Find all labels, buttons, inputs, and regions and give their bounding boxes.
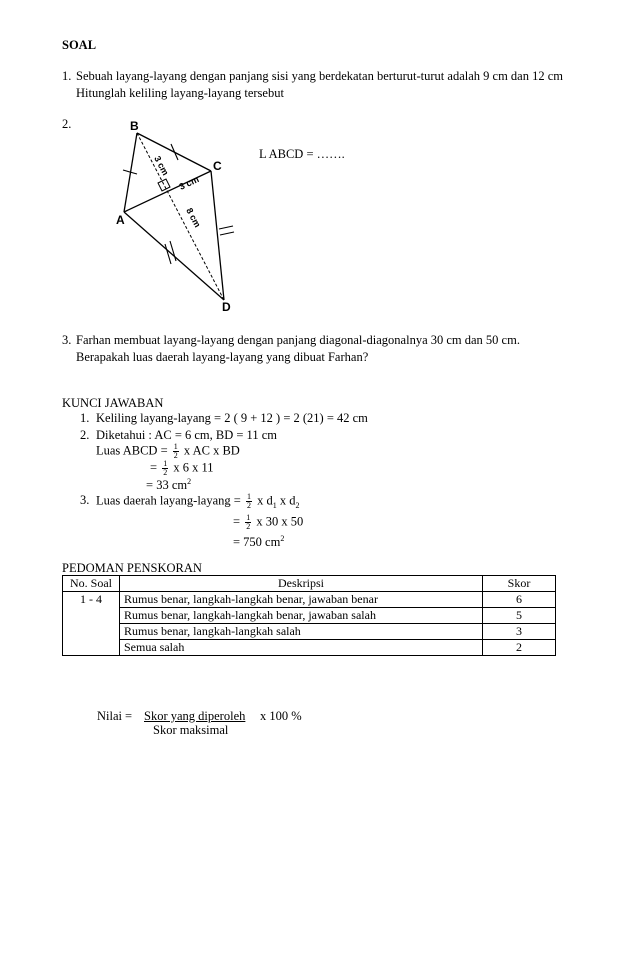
q2-prompt: L ABCD = ……. (259, 147, 345, 161)
side-cd (211, 171, 224, 300)
q1-line1: Sebuah layang-layang dengan panjang sisi yang berdekatan berturut-turut adalah 9 cm dan 12 cm (76, 69, 563, 83)
nilai-denominator: Skor maksimal (153, 723, 229, 737)
a2-step1: x AC x BD (183, 443, 240, 458)
kunci-heading: KUNCI JAWABAN (62, 396, 164, 410)
score-table (62, 575, 556, 656)
a2-result-line (146, 478, 191, 492)
skor-cell: 5 (483, 608, 556, 624)
a3-step1-a: x d (257, 493, 273, 508)
measure-right: 3 cm (177, 174, 201, 192)
subscript-1: 1 (272, 500, 277, 510)
fraction-denominator: 2 (163, 468, 168, 477)
vertex-c: C (213, 159, 222, 173)
fraction-denominator: 2 (173, 451, 178, 460)
half-fraction (173, 443, 179, 460)
superscript-2: 2 (280, 533, 285, 543)
diagonal-bd (137, 133, 224, 300)
q2-number: 2. (62, 117, 72, 131)
vertex-b: B (130, 119, 139, 133)
a2-luas-label: Luas ABCD = (96, 443, 168, 458)
measure-lower: 8 cm (184, 206, 203, 230)
q1-line2: Hitunglah keliling layang-layang tersebut (76, 86, 284, 100)
q1-number: 1. (62, 69, 72, 83)
table-row (63, 608, 556, 624)
tick-bc (171, 144, 178, 160)
superscript-2: 2 (187, 476, 192, 486)
header-desc: Deskripsi (120, 576, 483, 592)
a3-result: = 750 cm (233, 535, 281, 549)
a2-luas-line (96, 443, 240, 460)
subscript-2: 2 (295, 500, 300, 510)
a2-given: Diketahui : AC = 6 cm, BD = 11 cm (96, 428, 277, 442)
equals-sign: = (146, 478, 154, 492)
desc-cell: Rumus benar, langkah-langkah salah (120, 624, 483, 640)
a2-number: 2. (80, 428, 90, 442)
half-fraction (162, 460, 168, 477)
table-row (63, 624, 556, 640)
measure-upper: 3 cm (152, 154, 171, 178)
fraction-denominator: 2 (246, 501, 251, 510)
no-soal-cell: 1 - 4 (63, 592, 120, 656)
desc-cell: Rumus benar, langkah-langkah benar, jawaban salah (120, 608, 483, 624)
desc-cell: Rumus benar, langkah-langkah benar, jawaban benar (120, 592, 483, 608)
a3-result-line (233, 535, 284, 549)
equals-sign: = (150, 460, 158, 475)
skor-cell: 2 (483, 640, 556, 656)
nilai-times: x 100 % (260, 709, 302, 723)
skor-cell: 3 (483, 624, 556, 640)
pedoman-heading: PEDOMAN PENSKORAN (62, 561, 202, 575)
a3-line (96, 493, 299, 510)
skor-cell: 6 (483, 592, 556, 608)
a1-number: 1. (80, 411, 90, 425)
tick-cd-2 (220, 232, 234, 235)
fraction-numerator: 1 (163, 459, 168, 468)
half-fraction (245, 514, 251, 531)
a3-step2-line (233, 514, 303, 531)
a2-step2-line (150, 460, 213, 477)
a3-step1-b: x d (279, 493, 296, 508)
tick-ad-2 (170, 241, 176, 261)
q3-line2: Berapakah luas daerah layang-layang yang dibuat Farhan? (76, 350, 369, 364)
tick-cd-1 (219, 226, 233, 229)
q3-number: 3. (62, 333, 72, 347)
half-fraction (246, 493, 252, 510)
a3-step2: x 30 x 50 (256, 514, 304, 529)
fraction-numerator: 1 (173, 442, 178, 451)
a3-label: Luas daerah layang-layang = (96, 493, 241, 508)
a2-result: 33 cm (156, 478, 188, 492)
nilai-numerator: Skor yang diperoleh (144, 709, 246, 723)
a1-text: Keliling layang-layang = 2 ( 9 + 12 ) = 2 (21) = 42 cm (96, 411, 368, 425)
nilai-label: Nilai (97, 709, 122, 723)
nilai-eq: = (125, 709, 133, 723)
q3-line1: Farhan membuat layang-layang dengan panjang diagonal-diagonalnya 30 cm dan 50 cm. (76, 333, 520, 347)
right-angle-marker (158, 179, 170, 191)
a3-number: 3. (80, 493, 90, 507)
fraction-denominator: 2 (246, 522, 251, 531)
vertex-a: A (116, 213, 125, 227)
tick-ad-1 (165, 244, 171, 264)
desc-cell: Semua salah (120, 640, 483, 656)
table-row (63, 640, 556, 656)
header-no: No. Soal (63, 576, 120, 592)
soal-heading: SOAL (62, 38, 97, 52)
header-skor: Skor (483, 576, 556, 592)
table-row (63, 592, 556, 608)
fraction-numerator: 1 (246, 513, 251, 522)
equals-sign: = (233, 514, 241, 529)
a2-step2: x 6 x 11 (173, 460, 214, 475)
vertex-d: D (222, 300, 231, 314)
fraction-numerator: 1 (246, 492, 251, 501)
table-header-row (63, 576, 556, 592)
